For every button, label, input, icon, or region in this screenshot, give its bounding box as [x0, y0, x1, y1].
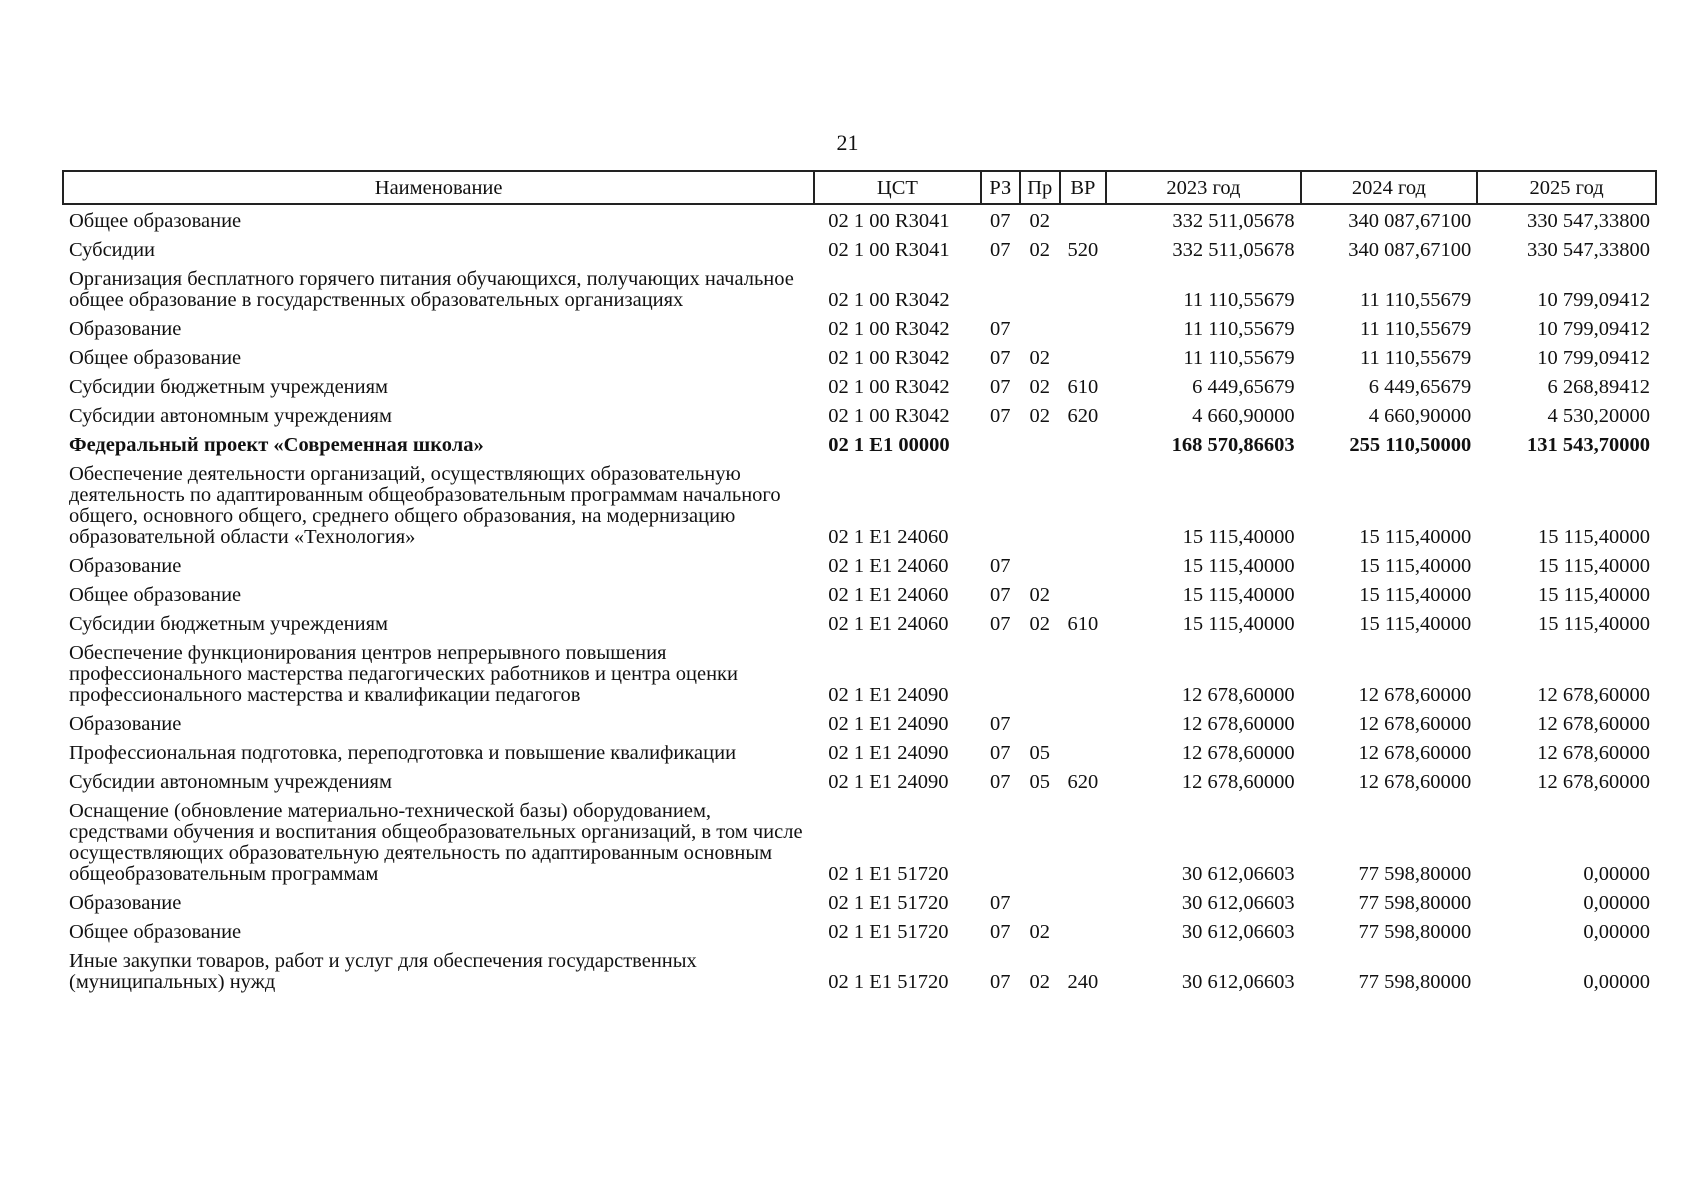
table-row — [63, 579, 1656, 608]
cell-y2023: 11 110,55679 — [1183, 289, 1295, 311]
table-row — [63, 458, 1656, 550]
cell-vr — [1060, 342, 1107, 371]
cell-code: 02 1 00 R3041 — [828, 210, 950, 232]
table-row — [63, 400, 1656, 429]
table-row — [63, 945, 1656, 995]
header-name: Наименование — [63, 171, 814, 204]
cell-rz: 07 — [990, 742, 1011, 764]
cell-pr: 02 — [1029, 376, 1051, 398]
cell-name: Образование — [69, 713, 182, 735]
cell-vr — [1060, 737, 1107, 766]
cell-rz — [981, 458, 1020, 550]
cell-vr — [1060, 795, 1107, 887]
table-row — [63, 708, 1656, 737]
cell-name: Образование — [69, 318, 182, 340]
cell-pr — [1020, 887, 1059, 916]
cell-rz: 07 — [990, 347, 1011, 369]
cell-rz: 07 — [990, 921, 1011, 943]
cell-y2025: 10 799,09412 — [1537, 318, 1650, 340]
cell-pr — [1020, 708, 1059, 737]
cell-y2025: 4 530,20000 — [1547, 405, 1650, 427]
cell-name: Субсидии автономным учреждениям — [69, 771, 392, 793]
cell-name: Общее образование — [69, 584, 242, 606]
table-row — [63, 204, 1656, 234]
cell-pr — [1020, 637, 1059, 708]
cell-y2024: 12 678,60000 — [1358, 684, 1472, 706]
cell-y2023: 15 115,40000 — [1182, 584, 1295, 606]
cell-y2023: 30 612,06603 — [1181, 921, 1295, 943]
cell-code: 02 1 E1 51720 — [828, 921, 949, 943]
cell-y2025: 12 678,60000 — [1537, 713, 1650, 735]
cell-name: Общее образование — [69, 210, 242, 232]
cell-y2025: 0,00000 — [1583, 892, 1650, 914]
cell-pr — [1020, 550, 1059, 579]
table-row — [63, 737, 1656, 766]
table-header-row — [63, 171, 1656, 204]
cell-name: Субсидии автономным учреждениям — [69, 405, 392, 427]
cell-y2023: 6 449,65679 — [1192, 376, 1295, 398]
header-code: ЦСТ — [814, 171, 980, 204]
cell-y2025: 0,00000 — [1583, 863, 1650, 885]
cell-y2024: 77 598,80000 — [1358, 892, 1472, 914]
cell-name: Профессиональная подготовка, переподготовка и повышение квалификации — [69, 742, 737, 764]
cell-pr — [1020, 429, 1059, 458]
cell-code: 02 1 E1 24090 — [828, 742, 949, 764]
cell-pr — [1020, 795, 1059, 887]
table-row — [63, 550, 1656, 579]
cell-y2023: 15 115,40000 — [1182, 613, 1295, 635]
cell-pr: 05 — [1029, 742, 1051, 764]
cell-name: Обеспечение деятельности организаций, осуществляющих образовательную деятельность по адаптированным общеобразовательным программам начального общего, основного общего, среднего общего образования, на модернизацию образовательной области «Технология» — [69, 463, 781, 548]
cell-y2024: 15 115,40000 — [1359, 555, 1472, 577]
cell-y2024: 4 660,90000 — [1368, 405, 1472, 427]
table-row — [63, 371, 1656, 400]
cell-y2024: 77 598,80000 — [1358, 863, 1472, 885]
table-row — [63, 342, 1656, 371]
cell-y2025: 15 115,40000 — [1538, 613, 1650, 635]
cell-y2024: 77 598,80000 — [1358, 971, 1472, 993]
cell-code: 02 1 00 R3042 — [828, 347, 950, 369]
header-vr: ВР — [1060, 171, 1107, 204]
cell-vr: 620 — [1067, 405, 1099, 427]
cell-name: Общее образование — [69, 347, 242, 369]
cell-name: Образование — [69, 555, 182, 577]
cell-rz — [981, 637, 1020, 708]
cell-name: Оснащение (обновление материально-технической базы) оборудованием, средствами обучения и воспитания общеобразовательных организаций, в том числе осуществляющих образовательную деятельность по адаптированным основным общеобразовательным программам — [69, 800, 803, 885]
cell-rz: 07 — [990, 555, 1011, 577]
cell-rz: 07 — [990, 892, 1011, 914]
cell-y2024: 11 110,55679 — [1359, 318, 1472, 340]
cell-pr: 02 — [1029, 584, 1051, 606]
cell-name: Образование — [69, 892, 182, 914]
cell-rz: 07 — [990, 405, 1011, 427]
table-row — [63, 916, 1656, 945]
cell-vr — [1060, 458, 1107, 550]
cell-pr: 02 — [1029, 405, 1051, 427]
cell-y2025: 131 543,70000 — [1527, 434, 1650, 456]
cell-y2024: 77 598,80000 — [1358, 921, 1472, 943]
cell-code: 02 1 E1 24060 — [828, 613, 949, 635]
table-row — [63, 429, 1656, 458]
table-body — [63, 204, 1656, 995]
cell-pr — [1020, 263, 1059, 313]
cell-name: Субсидии — [69, 239, 156, 261]
cell-rz: 07 — [990, 584, 1011, 606]
cell-code: 02 1 E1 24090 — [828, 771, 949, 793]
cell-rz — [981, 429, 1020, 458]
budget-table — [62, 170, 1657, 995]
cell-y2025: 10 799,09412 — [1537, 289, 1650, 311]
cell-code: 02 1 E1 24060 — [828, 584, 949, 606]
cell-rz: 07 — [990, 318, 1011, 340]
cell-code: 02 1 00 R3041 — [828, 239, 950, 261]
cell-y2025: 330 547,33800 — [1527, 239, 1650, 261]
cell-y2024: 255 110,50000 — [1349, 434, 1472, 456]
header-rz: РЗ — [981, 171, 1020, 204]
cell-y2024: 12 678,60000 — [1358, 742, 1472, 764]
cell-y2024: 15 115,40000 — [1359, 584, 1472, 606]
table-row — [63, 766, 1656, 795]
cell-rz: 07 — [990, 376, 1011, 398]
cell-code: 02 1 00 R3042 — [828, 318, 950, 340]
cell-vr — [1060, 708, 1107, 737]
cell-y2024: 340 087,67100 — [1348, 239, 1472, 261]
cell-y2023: 15 115,40000 — [1182, 555, 1295, 577]
cell-rz — [981, 795, 1020, 887]
cell-vr — [1060, 204, 1107, 234]
cell-rz: 07 — [990, 239, 1011, 261]
cell-name: Организация бесплатного горячего питания обучающихся, получающих начальное общее образование в государственных образовательных организациях — [69, 268, 794, 311]
cell-y2024: 12 678,60000 — [1358, 713, 1472, 735]
header-2024: 2024 год — [1301, 171, 1478, 204]
cell-y2025: 15 115,40000 — [1538, 584, 1650, 606]
cell-y2023: 332 511,05678 — [1172, 239, 1295, 261]
cell-y2025: 15 115,40000 — [1538, 555, 1650, 577]
header-2025: 2025 год — [1477, 171, 1656, 204]
cell-y2025: 330 547,33800 — [1527, 210, 1650, 232]
cell-rz: 07 — [990, 971, 1011, 993]
cell-y2023: 332 511,05678 — [1172, 210, 1295, 232]
table-row — [63, 313, 1656, 342]
cell-y2023: 11 110,55679 — [1183, 347, 1295, 369]
cell-y2024: 11 110,55679 — [1359, 289, 1472, 311]
page-number: 21 — [836, 130, 859, 155]
cell-rz: 07 — [990, 713, 1011, 735]
table-row — [63, 887, 1656, 916]
header-pr: Пр — [1020, 171, 1059, 204]
cell-code: 02 1 E1 24090 — [828, 684, 949, 706]
cell-vr: 610 — [1067, 376, 1099, 398]
cell-y2025: 6 268,89412 — [1547, 376, 1650, 398]
cell-y2023: 12 678,60000 — [1181, 684, 1295, 706]
cell-vr — [1060, 887, 1107, 916]
cell-vr: 520 — [1067, 239, 1099, 261]
cell-vr — [1060, 429, 1107, 458]
cell-vr — [1060, 313, 1107, 342]
cell-y2024: 6 449,65679 — [1368, 376, 1472, 398]
table-row — [63, 234, 1656, 263]
cell-code: 02 1 E1 51720 — [828, 863, 949, 885]
table-row — [63, 637, 1656, 708]
cell-y2025: 0,00000 — [1583, 971, 1650, 993]
cell-y2025: 12 678,60000 — [1537, 684, 1650, 706]
cell-vr: 620 — [1067, 771, 1099, 793]
cell-y2023: 12 678,60000 — [1181, 771, 1295, 793]
cell-code: 02 1 00 R3042 — [828, 376, 950, 398]
cell-code: 02 1 E1 00000 — [828, 434, 950, 456]
cell-code: 02 1 E1 24060 — [828, 526, 949, 548]
cell-vr: 610 — [1067, 613, 1099, 635]
cell-rz — [981, 263, 1020, 313]
cell-y2023: 15 115,40000 — [1182, 526, 1295, 548]
cell-vr — [1060, 637, 1107, 708]
cell-y2024: 340 087,67100 — [1348, 210, 1472, 232]
cell-code: 02 1 00 R3042 — [828, 289, 950, 311]
cell-name: Иные закупки товаров, работ и услуг для обеспечения государственных (муниципальных) нужд — [69, 950, 697, 993]
cell-pr — [1020, 313, 1059, 342]
cell-rz: 07 — [990, 771, 1011, 793]
cell-y2023: 30 612,06603 — [1181, 971, 1295, 993]
cell-y2025: 0,00000 — [1583, 921, 1650, 943]
cell-y2025: 10 799,09412 — [1537, 347, 1650, 369]
cell-y2023: 168 570,86603 — [1171, 434, 1295, 456]
cell-rz: 07 — [990, 210, 1011, 232]
cell-y2023: 4 660,90000 — [1192, 405, 1295, 427]
cell-pr: 02 — [1029, 921, 1051, 943]
cell-pr: 02 — [1029, 613, 1051, 635]
table-row — [63, 263, 1656, 313]
cell-y2023: 12 678,60000 — [1181, 742, 1295, 764]
budget-table-container — [62, 170, 1657, 995]
cell-vr — [1060, 916, 1107, 945]
header-2023: 2023 год — [1106, 171, 1300, 204]
cell-name: Субсидии бюджетным учреждениям — [69, 613, 389, 635]
cell-y2023: 30 612,06603 — [1181, 863, 1295, 885]
cell-y2024: 11 110,55679 — [1359, 347, 1472, 369]
cell-vr — [1060, 550, 1107, 579]
cell-code: 02 1 E1 24060 — [828, 555, 949, 577]
cell-vr: 240 — [1067, 971, 1099, 993]
cell-name: Общее образование — [69, 921, 242, 943]
cell-y2023: 12 678,60000 — [1181, 713, 1295, 735]
cell-vr — [1060, 263, 1107, 313]
cell-pr: 05 — [1029, 771, 1051, 793]
cell-vr — [1060, 579, 1107, 608]
cell-code: 02 1 E1 51720 — [828, 971, 949, 993]
cell-y2025: 12 678,60000 — [1537, 742, 1650, 764]
cell-name: Субсидии бюджетным учреждениям — [69, 376, 389, 398]
cell-pr: 02 — [1029, 971, 1051, 993]
table-row — [63, 795, 1656, 887]
table-row — [63, 608, 1656, 637]
cell-y2025: 15 115,40000 — [1538, 526, 1650, 548]
cell-y2023: 11 110,55679 — [1183, 318, 1295, 340]
cell-name: Федеральный проект «Современная школа» — [69, 434, 484, 456]
cell-pr: 02 — [1029, 347, 1051, 369]
cell-y2024: 12 678,60000 — [1358, 771, 1472, 793]
cell-name: Обеспечение функционирования центров непрерывного повышения профессионального мастерства педагогических работников и центра оценки профессионального мастерства и квалификации педагогов — [69, 642, 738, 706]
cell-code: 02 1 E1 24090 — [828, 713, 949, 735]
cell-rz: 07 — [990, 613, 1011, 635]
cell-code: 02 1 E1 51720 — [828, 892, 949, 914]
cell-pr: 02 — [1029, 210, 1051, 232]
cell-pr — [1020, 458, 1059, 550]
cell-y2024: 15 115,40000 — [1359, 526, 1472, 548]
cell-y2024: 15 115,40000 — [1359, 613, 1472, 635]
cell-y2023: 30 612,06603 — [1181, 892, 1295, 914]
cell-pr: 02 — [1029, 239, 1051, 261]
cell-code: 02 1 00 R3042 — [828, 405, 950, 427]
cell-y2025: 12 678,60000 — [1537, 771, 1650, 793]
